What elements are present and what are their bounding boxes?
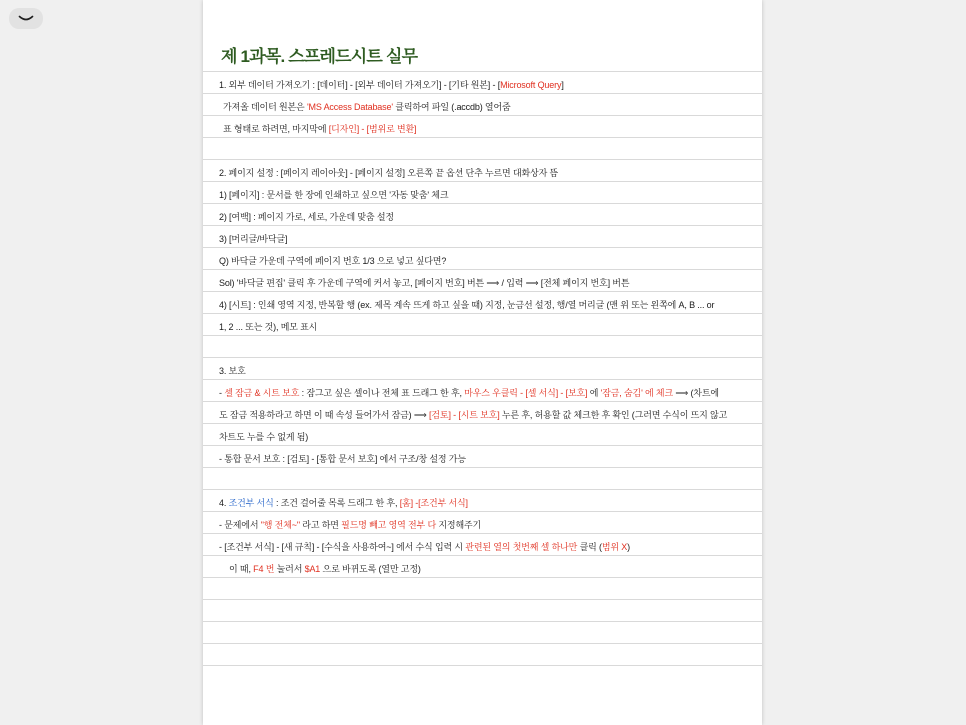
note-line xyxy=(203,556,762,578)
note-text: : 잠그고 싶은 셀이나 전체 표 드래그 한 후, xyxy=(299,388,465,398)
note-text: 4. xyxy=(219,498,229,508)
note-text: 1) [페이지] : 문서를 한 장에 인쇄하고 싶으면 '자동 맞춤' 체크 xyxy=(219,190,449,200)
note-line-text xyxy=(219,541,630,553)
title-area xyxy=(203,0,762,72)
note-line-text xyxy=(219,277,629,289)
note-text: - 통합 문서 보호 : [검토] - [통합 문서 보호] 에서 구조/창 설정 가능 xyxy=(219,454,466,464)
note-line xyxy=(203,424,762,446)
highlighted-text: 필드명 빼고 영역 전부 다 xyxy=(341,520,436,530)
note-line xyxy=(203,72,762,94)
note-line-text xyxy=(219,519,481,531)
highlighted-text: [디자인] - [범위로 변환] xyxy=(328,124,417,134)
empty-line xyxy=(203,138,762,160)
note-line-text xyxy=(223,101,511,113)
note-line-text xyxy=(219,497,468,509)
empty-line xyxy=(203,622,762,644)
section-heading: 3. 보호 xyxy=(219,366,246,376)
highlighted-text: '잠금, 숨김' 에 체크 xyxy=(600,388,673,398)
note-line-text xyxy=(219,233,287,245)
note-line-text xyxy=(223,123,416,135)
note-text: 3) [머리글/바닥글] xyxy=(219,234,288,244)
note-text: : 조건 걸어줄 목록 드래그 한 후, xyxy=(273,498,400,508)
note-line xyxy=(203,248,762,270)
note-text: Sol) '바닥글 편집' 클릭 후 가운데 구역에 커서 놓고, [페이지 번호] 버튼 ⟹ / 입력 ⟹ [전체 페이지 번호] 버튼 xyxy=(219,278,630,288)
note-text: ] xyxy=(561,80,564,90)
note-line xyxy=(203,292,762,314)
note-text: 눌러서 xyxy=(274,564,305,574)
note-line-text xyxy=(219,409,727,421)
note-line xyxy=(203,512,762,534)
note-line-text xyxy=(229,563,421,575)
note-line xyxy=(203,270,762,292)
empty-line xyxy=(203,600,762,622)
highlighted-text: 셀 잠금 & 시트 보호 xyxy=(224,388,300,398)
note-text: - 문제에서 xyxy=(219,520,261,530)
highlighted-text: "행 전체~" xyxy=(260,520,300,530)
note-text: 클릭 ( xyxy=(577,542,602,552)
note-line xyxy=(203,446,762,468)
highlighted-text: F4 번 xyxy=(253,564,275,574)
note-line xyxy=(203,116,762,138)
note-line-text xyxy=(219,255,446,267)
note-text: ) xyxy=(627,542,631,552)
note-text: - xyxy=(219,388,225,398)
note-line xyxy=(203,358,762,380)
note-text: 지정해주기 xyxy=(436,520,482,530)
empty-line xyxy=(203,644,762,666)
note-page[interactable] xyxy=(203,0,762,725)
note-line-text xyxy=(219,453,466,465)
note-text: 2) [여백] : 페이지 가로, 세로, 가운데 맞춤 설정 xyxy=(219,212,394,222)
note-line xyxy=(203,534,762,556)
highlighted-text: 조건부 서식 xyxy=(228,498,274,508)
note-text: ⟹ (차트에 xyxy=(673,388,719,398)
note-line xyxy=(203,226,762,248)
highlighted-text: [검토] - [시트 보호] xyxy=(429,410,500,420)
note-line-text xyxy=(219,299,714,311)
note-text: 표 형태로 하려면, 마지막에 xyxy=(223,124,329,134)
note-line xyxy=(203,182,762,204)
note-text: 에 xyxy=(587,388,601,398)
highlighted-text: 마우스 우클릭 - [셀 서식] - [보호] xyxy=(464,388,588,398)
note-line xyxy=(203,380,762,402)
note-line-text xyxy=(219,211,394,223)
note-line xyxy=(203,490,762,512)
note-line xyxy=(203,204,762,226)
note-line xyxy=(203,94,762,116)
note-text: 도 잠금 적용하라고 하면 이 때 속성 들어가서 잠금) ⟹ xyxy=(219,410,429,420)
note-line-text xyxy=(219,167,558,179)
note-text: 1. 외부 데이터 가져오기 : [데이터] - [외부 데이터 가져오기] - [기타 원본] - [ xyxy=(219,80,501,90)
note-line-text xyxy=(219,387,719,399)
note-line xyxy=(203,160,762,182)
note-text: Q) 바닥글 가운데 구역에 페이지 번호 1/3 으로 넣고 싶다면? xyxy=(219,256,447,266)
highlighted-text: $A1 xyxy=(304,564,321,574)
note-text: 으로 바뀌도록 (열만 고정) xyxy=(320,564,421,574)
note-line xyxy=(203,314,762,336)
note-text: 2. 페이지 설정 : [페이지 레이아웃] - [페이지 설정] 오른쪽 끝 옵션 단추 누르면 대화상자 뜸 xyxy=(219,168,559,178)
empty-line xyxy=(203,468,762,490)
highlighted-text: 'MS Access Database' xyxy=(306,102,393,112)
highlighted-text: [홈] -[조건부 서식] xyxy=(399,498,468,508)
highlighted-text: 범위 X xyxy=(601,542,628,552)
note-text: 4) [시트] : 인쇄 영역 지정, 반복할 행 (ex. 제목 계속 뜨게 하고 싶을 때) 지정, 눈금선 설정, 행/열 머리글 (맨 위 또는 왼쪽에 A, B ... or xyxy=(219,300,715,310)
note-line-text xyxy=(219,321,317,333)
note-text: 라고 하면 xyxy=(299,520,342,530)
note-line-text xyxy=(219,365,246,377)
page-title: 제 1과목. 스프레드시트 실무 xyxy=(221,47,418,66)
note-line-text xyxy=(219,79,564,91)
note-text: 가져올 데이터 원본은 xyxy=(223,102,307,112)
note-text: - [조건부 서식] - [새 규칙] - [수식을 사용하여~] 에서 수식 입력 시 xyxy=(219,542,466,552)
chevron-down-icon xyxy=(9,8,43,29)
note-line xyxy=(203,402,762,424)
empty-line xyxy=(203,578,762,600)
note-text: 클릭하여 파일 (.accdb) 열어줌 xyxy=(392,102,511,112)
note-text: 이 때, xyxy=(229,564,254,574)
note-text: 누른 후, 허용할 값 체크한 후 확인 (그러면 수식이 뜨지 않고 xyxy=(499,410,728,420)
collapse-button[interactable] xyxy=(9,8,43,29)
highlighted-text: 관련된 열의 첫번째 셀 하나만 xyxy=(465,542,578,552)
note-text: 차트도 누를 수 없게 됨) xyxy=(219,432,309,442)
empty-line xyxy=(203,336,762,358)
note-line-text xyxy=(219,189,448,201)
note-text: 1, 2 ... 또는 것), 메모 표시 xyxy=(219,322,318,332)
highlighted-text: Microsoft Query xyxy=(500,80,562,90)
note-line-text xyxy=(219,431,308,443)
